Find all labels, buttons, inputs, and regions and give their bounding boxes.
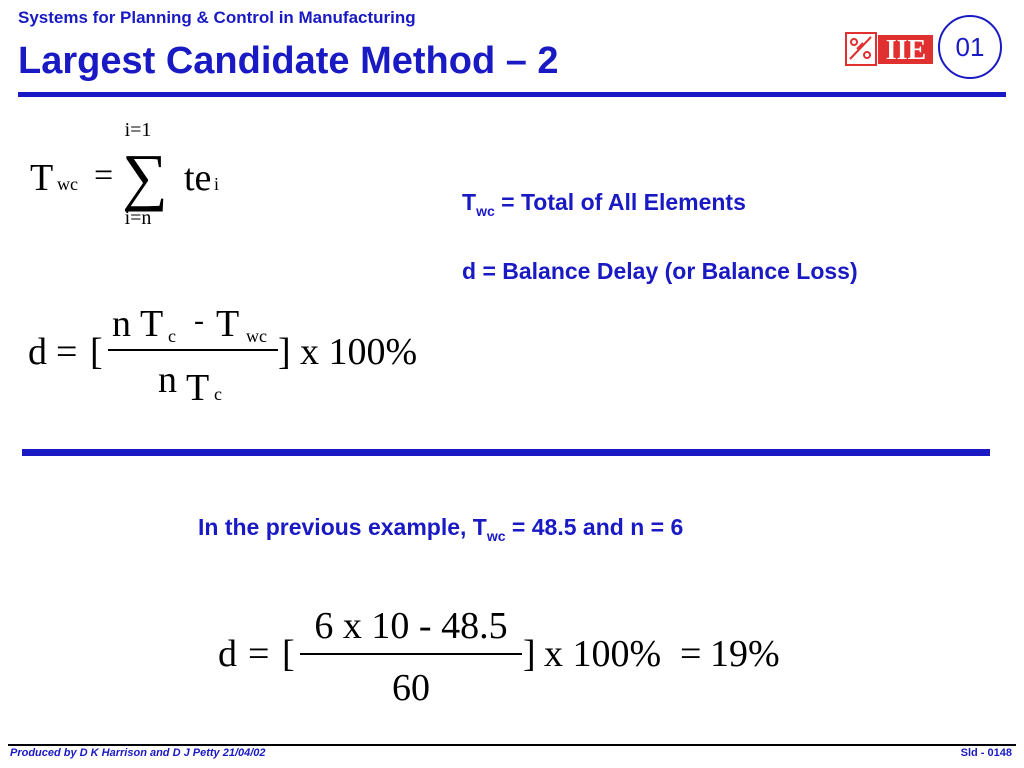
svg-text:c: c	[214, 384, 222, 404]
svg-text:T: T	[216, 303, 240, 345]
svg-text:i: i	[214, 174, 220, 194]
definition-d: d = Balance Delay (or Balance Loss)	[462, 258, 858, 284]
svg-text:wc: wc	[246, 326, 267, 346]
page-title: Largest Candidate Method – 2	[18, 40, 559, 82]
svg-text:n: n	[112, 303, 131, 345]
course-title: Systems for Planning & Control in Manufacturing	[18, 8, 416, 27]
svg-text:x 100%: x 100%	[544, 633, 662, 675]
footer-slide-id: Sld - 0148	[960, 747, 1012, 759]
svg-text:x 100%: x 100%	[300, 331, 418, 373]
svg-text:T: T	[30, 157, 54, 199]
svg-text:=: =	[56, 331, 78, 373]
svg-text:d: d	[218, 633, 237, 675]
definition-twc: $T_{wc}$ = Total of All Elements	[462, 189, 746, 219]
svg-text:=: =	[94, 157, 114, 194]
formula-balance-delay	[20, 296, 460, 416]
svg-text:c: c	[168, 326, 176, 346]
svg-text:]: ]	[278, 331, 291, 373]
svg-text:d: d	[28, 331, 47, 373]
svg-text:=: =	[248, 633, 270, 675]
logo-text: IIE	[885, 35, 927, 66]
slide-number-badge: 01	[938, 15, 1002, 79]
footer-rule	[8, 744, 1016, 746]
section-divider	[22, 449, 990, 456]
svg-text:19%: 19%	[710, 633, 780, 675]
svg-text:te: te	[184, 157, 212, 199]
svg-text:i=n: i=n	[124, 207, 152, 229]
svg-text:[: [	[282, 633, 295, 675]
svg-text:6 x 10 - 48.5: 6 x 10 - 48.5	[314, 605, 508, 647]
formula-twc	[20, 110, 260, 240]
svg-text:60: 60	[392, 667, 430, 709]
header-rule	[18, 92, 1006, 97]
svg-text:-: -	[194, 304, 204, 337]
svg-text:∑: ∑	[122, 141, 168, 212]
svg-text:wc: wc	[57, 174, 78, 194]
svg-text:]: ]	[523, 633, 536, 675]
svg-text:T: T	[186, 367, 210, 409]
svg-text:i=1: i=1	[124, 119, 152, 141]
svg-text:n: n	[158, 359, 177, 401]
svg-text:T: T	[140, 303, 164, 345]
example-statement: In the previous example, $T_{wc} = 48.5$ and n = 6	[198, 514, 684, 544]
svg-text:[: [	[90, 331, 103, 373]
iie-logo	[845, 31, 935, 67]
footer-credit: Produced by D K Harrison and D J Petty 21/04/02	[10, 747, 266, 759]
formula-example-result	[210, 596, 810, 716]
svg-text:=: =	[680, 633, 702, 675]
